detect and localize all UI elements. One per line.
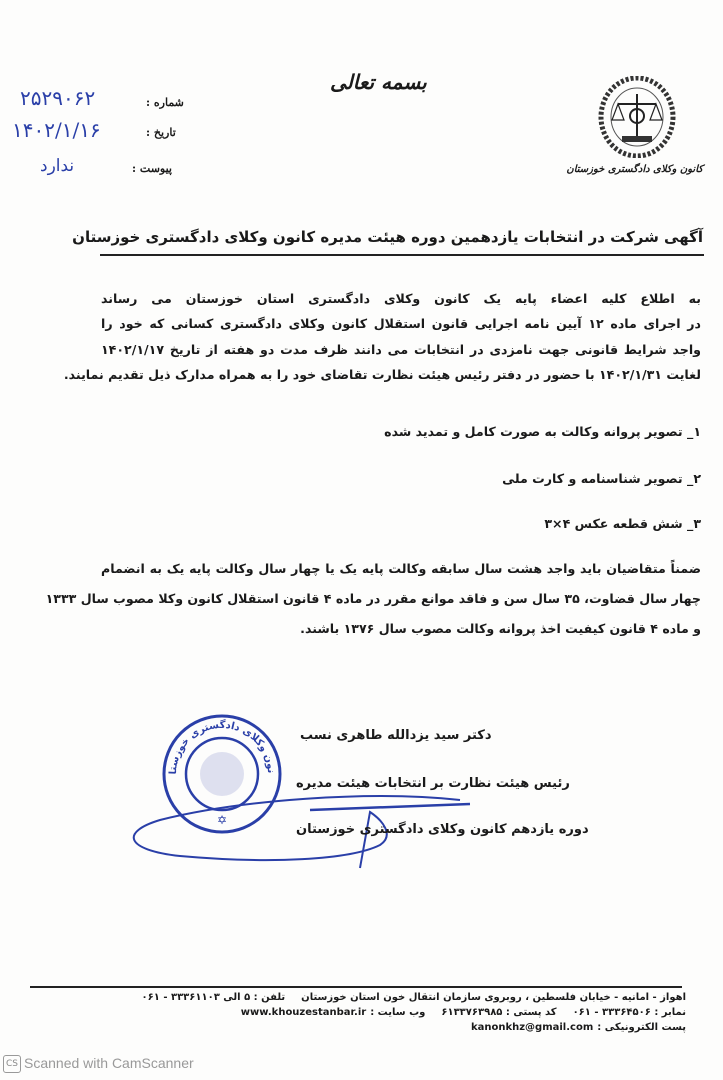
note-line: چهار سال قضاوت، ۳۵ سال سن و فاقد موانع مقرر در ماده ۴ قانون استقلال کانون وکلا مصوب سال ۱۳۳۳ xyxy=(45,591,701,606)
footer-postal-code: کد پستی : ۶۱۳۳۷۶۳۹۸۵ xyxy=(441,1007,557,1018)
footer-email-label: پست الکترونیکی : xyxy=(597,1022,686,1033)
letter-date-value: ۱۴۰۲/۱/۱۶ xyxy=(12,118,101,142)
scales-of-justice-icon xyxy=(598,76,676,158)
attachment-label: پیوست : xyxy=(132,162,172,175)
footer-divider xyxy=(30,986,682,988)
official-stamp xyxy=(160,712,284,836)
footer-email xyxy=(471,1021,686,1034)
footer xyxy=(36,991,686,1034)
note-line: ضمناً متقاضیان باید واجد هشت سال سابقه وکالت پایه یک یا چهار سال وکالت پایه یک به انضمام xyxy=(101,561,701,576)
letter-number-value: ۲۵۲۹۰۶۲ xyxy=(20,86,96,110)
letter-number-label: شماره : xyxy=(146,96,184,109)
intro-line: به اطلاع کلیه اعضاء پایه یک کانون وکلای دادگستری استان خوزستان می رساند xyxy=(101,291,701,306)
letter-date-label: تاریخ : xyxy=(146,126,176,139)
signatory-role-2: دوره یازدهم کانون وکلای دادگستری خوزستان xyxy=(296,822,589,837)
footer-phone: تلفن : ۵ الی ۳۳۳۶۱۱۰۳ - ۰۶۱ xyxy=(141,992,286,1003)
footer-fax: نمابر : ۳۳۳۶۴۵۰۶ - ۰۶۱ xyxy=(572,1007,686,1018)
invocation: بسمه تعالی xyxy=(330,70,427,94)
title-underline xyxy=(100,254,704,256)
intro-line: لغایت ۱۴۰۲/۱/۳۱ با حضور در دفتر رئیس هیئت نظارت تقاضای خود را به همراه مدارک ذیل تقدیم نمایند. xyxy=(63,367,701,382)
signatory-role: رئیس هیئت نظارت بر انتخابات هیئت مدیره xyxy=(296,776,570,791)
page-title: آگهی شرکت در انتخابات یازدهمین دوره هیئت مدیره کانون وکلای دادگستری خوزستان xyxy=(72,228,703,246)
org-logo xyxy=(598,76,676,158)
org-logo-caption: کانون وکلای دادگستری خوزستان xyxy=(566,164,703,175)
footer-website-label: وب سایت : xyxy=(370,1007,426,1018)
note-line: و ماده ۴ قانون کیفیت اخذ پروانه وکالت مصوب سال ۱۳۷۶ باشند. xyxy=(300,621,701,636)
signatory-name: دکتر سید یزدالله طاهری نسب xyxy=(300,728,492,743)
document-item: ۲_ تصویر شناسنامه و کارت ملی xyxy=(502,471,701,486)
footer-website-link[interactable]: www.khouzestanbar.ir xyxy=(240,1007,367,1018)
camscanner-badge: CS xyxy=(3,1055,21,1073)
intro-line: در اجرای ماده ۱۲ آیین نامه اجرایی قانون استقلال کانون وکلای دادگستری کسانی که خود را xyxy=(101,316,701,331)
footer-email-link[interactable]: kanonkhz@gmail.com xyxy=(470,1022,594,1033)
footer-address: اهواز - امانیه - خیابان فلسطین ، روبروی سازمان انتقال خون استان خوزستان xyxy=(301,992,686,1003)
camscanner-watermark: Scanned with CamScanner xyxy=(24,1055,194,1071)
star-icon: ✡ xyxy=(216,813,228,827)
stamp-text: نون وکلای دادگستری خوزستا xyxy=(167,719,277,775)
document-item: ۳_ شش قطعه عکس ۴×۳ xyxy=(544,516,701,531)
footer-website xyxy=(241,1006,426,1019)
attachment-value: ندارد xyxy=(40,156,75,176)
intro-line: واجد شرایط قانونی جهت نامزدی در انتخابات می دانند ظرف مدت دو هفته از تاریخ ۱۴۰۲/۱/۱۷ xyxy=(101,342,701,357)
document-item: ۱_ تصویر پروانه وکالت به صورت کامل و تمدید شده xyxy=(384,424,701,439)
